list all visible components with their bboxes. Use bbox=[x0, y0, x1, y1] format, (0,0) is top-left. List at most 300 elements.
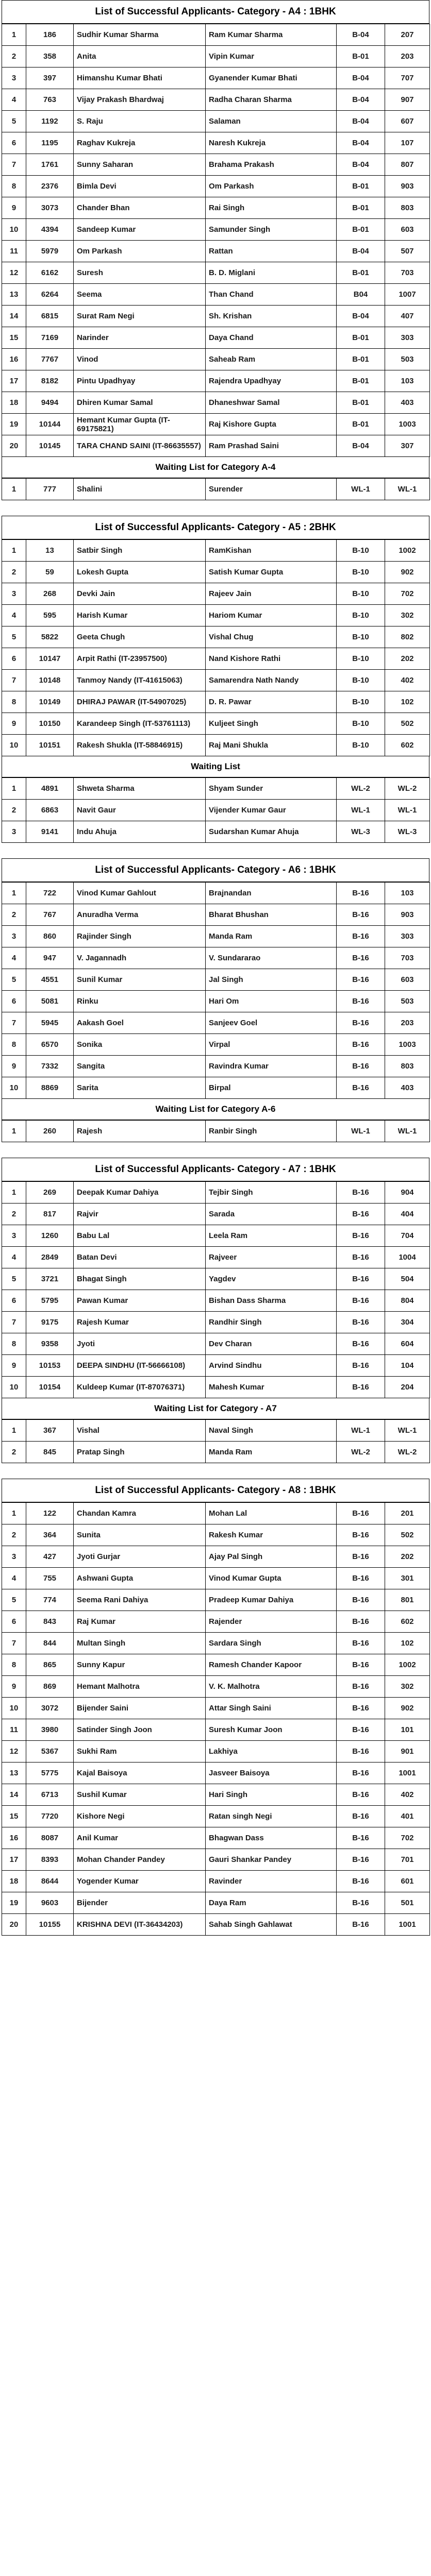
application-number: 774 bbox=[26, 1589, 74, 1611]
father-or-husband-name: Ranbir Singh bbox=[206, 1121, 337, 1142]
serial-number: 9 bbox=[2, 1056, 26, 1077]
table-row bbox=[2, 1892, 430, 1914]
application-number: 122 bbox=[26, 1503, 74, 1524]
flat-number: 703 bbox=[385, 262, 430, 284]
father-or-husband-name: Vijender Kumar Gaur bbox=[206, 800, 337, 821]
applicant-name: Rajvir bbox=[74, 1204, 206, 1225]
block-number: B-10 bbox=[337, 562, 385, 583]
block-number: B-01 bbox=[337, 349, 385, 370]
applicant-name: Pawan Kumar bbox=[74, 1290, 206, 1312]
father-or-husband-name: Dhaneshwar Samal bbox=[206, 392, 337, 414]
flat-number: 603 bbox=[385, 969, 430, 991]
father-or-husband-name: Naval Singh bbox=[206, 1420, 337, 1442]
father-or-husband-name: Sanjeev Goel bbox=[206, 1012, 337, 1034]
block-number: WL-1 bbox=[337, 479, 385, 500]
table-row bbox=[2, 1333, 430, 1355]
father-or-husband-name: V. K. Malhotra bbox=[206, 1676, 337, 1698]
block-number: WL-1 bbox=[337, 1121, 385, 1142]
block-number: B-16 bbox=[337, 1056, 385, 1077]
flat-number: WL-1 bbox=[385, 1121, 430, 1142]
application-number: 5775 bbox=[26, 1762, 74, 1784]
flat-number: 402 bbox=[385, 1784, 430, 1806]
applicant-name: Hemant Malhotra bbox=[74, 1676, 206, 1698]
application-number: 7767 bbox=[26, 349, 74, 370]
table-row bbox=[2, 241, 430, 262]
flat-number: 204 bbox=[385, 1377, 430, 1398]
father-or-husband-name: Hariom Kumar bbox=[206, 605, 337, 626]
serial-number: 9 bbox=[2, 1355, 26, 1377]
application-number: 269 bbox=[26, 1182, 74, 1204]
serial-number: 5 bbox=[2, 1589, 26, 1611]
table-row bbox=[2, 1719, 430, 1741]
applicant-name: Anita bbox=[74, 46, 206, 67]
father-or-husband-name: B. D. Miglani bbox=[206, 262, 337, 284]
block-number: B-04 bbox=[337, 24, 385, 46]
flat-number: 407 bbox=[385, 306, 430, 327]
block-number: B-01 bbox=[337, 176, 385, 197]
application-number: 5979 bbox=[26, 241, 74, 262]
block-number: B-10 bbox=[337, 670, 385, 691]
flat-number: 704 bbox=[385, 1225, 430, 1247]
flat-number: 403 bbox=[385, 392, 430, 414]
father-or-husband-name: Randhir Singh bbox=[206, 1312, 337, 1333]
table-row bbox=[2, 89, 430, 111]
application-number: 367 bbox=[26, 1420, 74, 1442]
table-row bbox=[2, 1914, 430, 1936]
table-row bbox=[2, 969, 430, 991]
block-number: B-16 bbox=[337, 1247, 385, 1268]
applicant-name: Mohan Chander Pandey bbox=[74, 1849, 206, 1871]
applicant-name: Pratap Singh bbox=[74, 1442, 206, 1463]
father-or-husband-name: Daya Ram bbox=[206, 1892, 337, 1914]
block-number: B-16 bbox=[337, 1503, 385, 1524]
applicant-name: Ashwani Gupta bbox=[74, 1568, 206, 1589]
flat-number: WL-1 bbox=[385, 800, 430, 821]
table-row bbox=[2, 284, 430, 306]
application-number: 2376 bbox=[26, 176, 74, 197]
flat-number: 503 bbox=[385, 991, 430, 1012]
serial-number: 8 bbox=[2, 1333, 26, 1355]
flat-number: 507 bbox=[385, 241, 430, 262]
applicant-name: Kishore Negi bbox=[74, 1806, 206, 1827]
application-number: 1195 bbox=[26, 132, 74, 154]
applicant-name: Devki Jain bbox=[74, 583, 206, 605]
section-spacer bbox=[2, 1142, 429, 1158]
section-spacer bbox=[2, 500, 429, 516]
serial-number: 9 bbox=[2, 1676, 26, 1698]
applicant-name: Lokesh Gupta bbox=[74, 562, 206, 583]
serial-number: 3 bbox=[2, 1546, 26, 1568]
section-title: List of Successful Applicants- Category - A5 : 2BHK bbox=[2, 516, 429, 539]
table-row bbox=[2, 1034, 430, 1056]
flat-number: 302 bbox=[385, 605, 430, 626]
application-number: 3721 bbox=[26, 1268, 74, 1290]
table-row bbox=[2, 1355, 430, 1377]
applicant-name: Bhagat Singh bbox=[74, 1268, 206, 1290]
serial-number: 9 bbox=[2, 197, 26, 219]
serial-number: 1 bbox=[2, 1182, 26, 1204]
applicant-name: V. Jagannadh bbox=[74, 947, 206, 969]
table-row bbox=[2, 1524, 430, 1546]
father-or-husband-name: Virpal bbox=[206, 1034, 337, 1056]
father-or-husband-name: Attar Singh Saini bbox=[206, 1698, 337, 1719]
serial-number: 2 bbox=[2, 904, 26, 926]
applicant-name: Babu Lal bbox=[74, 1225, 206, 1247]
block-number: B-16 bbox=[337, 969, 385, 991]
wait-row bbox=[2, 821, 430, 843]
application-number: 865 bbox=[26, 1654, 74, 1676]
applicant-name: Shweta Sharma bbox=[74, 778, 206, 800]
application-number: 9603 bbox=[26, 1892, 74, 1914]
serial-number: 19 bbox=[2, 414, 26, 435]
applicants-table bbox=[2, 539, 430, 756]
applicant-name: Rinku bbox=[74, 991, 206, 1012]
father-or-husband-name: Satish Kumar Gupta bbox=[206, 562, 337, 583]
applicant-name: Om Parkash bbox=[74, 241, 206, 262]
flat-number: 701 bbox=[385, 1849, 430, 1871]
applicant-name: Kajal Baisoya bbox=[74, 1762, 206, 1784]
flat-number: 303 bbox=[385, 926, 430, 947]
block-number: B-16 bbox=[337, 1268, 385, 1290]
applicant-name: KRISHNA DEVI (IT-36434203) bbox=[74, 1914, 206, 1936]
table-row bbox=[2, 1633, 430, 1654]
flat-number: 107 bbox=[385, 132, 430, 154]
serial-number: 5 bbox=[2, 1268, 26, 1290]
block-number: B-10 bbox=[337, 735, 385, 756]
flat-number: 604 bbox=[385, 1333, 430, 1355]
father-or-husband-name: Ramesh Chander Kapoor bbox=[206, 1654, 337, 1676]
application-number: 364 bbox=[26, 1524, 74, 1546]
flat-number: 602 bbox=[385, 1611, 430, 1633]
table-row bbox=[2, 1676, 430, 1698]
serial-number: 15 bbox=[2, 327, 26, 349]
application-number: 817 bbox=[26, 1204, 74, 1225]
father-or-husband-name: Bishan Dass Sharma bbox=[206, 1290, 337, 1312]
block-number: B-16 bbox=[337, 1546, 385, 1568]
flat-number: 501 bbox=[385, 1892, 430, 1914]
application-number: 843 bbox=[26, 1611, 74, 1633]
applicant-name: Chandan Kamra bbox=[74, 1503, 206, 1524]
father-or-husband-name: Ram Prashad Saini bbox=[206, 435, 337, 457]
applicant-name: Rakesh Shukla (IT-58846915) bbox=[74, 735, 206, 756]
flat-number: 203 bbox=[385, 1012, 430, 1034]
waiting-list-table bbox=[2, 478, 430, 500]
application-number: 358 bbox=[26, 46, 74, 67]
serial-number: 1 bbox=[2, 540, 26, 562]
block-number: B-04 bbox=[337, 111, 385, 132]
father-or-husband-name: D. R. Pawar bbox=[206, 691, 337, 713]
serial-number: 10 bbox=[2, 735, 26, 756]
flat-number: 303 bbox=[385, 327, 430, 349]
father-or-husband-name: Lakhiya bbox=[206, 1741, 337, 1762]
table-row bbox=[2, 1312, 430, 1333]
application-number: 5795 bbox=[26, 1290, 74, 1312]
application-number: 260 bbox=[26, 1121, 74, 1142]
applicant-name: Arpit Rathi (IT-23957500) bbox=[74, 648, 206, 670]
serial-number: 8 bbox=[2, 1654, 26, 1676]
flat-number: 202 bbox=[385, 648, 430, 670]
father-or-husband-name: Ratan singh Negi bbox=[206, 1806, 337, 1827]
serial-number: 13 bbox=[2, 1762, 26, 1784]
block-number: B-16 bbox=[337, 1034, 385, 1056]
application-number: 595 bbox=[26, 605, 74, 626]
block-number: B-16 bbox=[337, 1784, 385, 1806]
flat-number: 803 bbox=[385, 197, 430, 219]
flat-number: 302 bbox=[385, 1676, 430, 1698]
applicant-name: Sunil Kumar bbox=[74, 969, 206, 991]
applicant-name: DEEPA SINDHU (IT-56666108) bbox=[74, 1355, 206, 1377]
block-number: B-10 bbox=[337, 583, 385, 605]
father-or-husband-name: Sahab Singh Gahlawat bbox=[206, 1914, 337, 1936]
serial-number: 1 bbox=[2, 479, 26, 500]
father-or-husband-name: Gyanender Kumar Bhati bbox=[206, 67, 337, 89]
flat-number: 307 bbox=[385, 435, 430, 457]
applicant-name: Shalini bbox=[74, 479, 206, 500]
applicant-name: Multan Singh bbox=[74, 1633, 206, 1654]
flat-number: 1003 bbox=[385, 414, 430, 435]
section-title: List of Successful Applicants- Category - A6 : 1BHK bbox=[2, 858, 429, 882]
table-row bbox=[2, 1827, 430, 1849]
section-title: List of Successful Applicants- Category - A8 : 1BHK bbox=[2, 1479, 429, 1502]
applicant-name: Sonika bbox=[74, 1034, 206, 1056]
serial-number: 3 bbox=[2, 67, 26, 89]
table-row bbox=[2, 197, 430, 219]
application-number: 1192 bbox=[26, 111, 74, 132]
block-number: B-16 bbox=[337, 947, 385, 969]
applicant-name: Deepak Kumar Dahiya bbox=[74, 1182, 206, 1204]
application-number: 10149 bbox=[26, 691, 74, 713]
serial-number: 3 bbox=[2, 1225, 26, 1247]
flat-number: 1003 bbox=[385, 1034, 430, 1056]
applicant-name: Tanmoy Nandy (IT-41615063) bbox=[74, 670, 206, 691]
table-row bbox=[2, 691, 430, 713]
father-or-husband-name: Hari Om bbox=[206, 991, 337, 1012]
applicant-name: Yogender Kumar bbox=[74, 1871, 206, 1892]
applicant-name: Seema bbox=[74, 284, 206, 306]
flat-number: 301 bbox=[385, 1568, 430, 1589]
flat-number: 504 bbox=[385, 1268, 430, 1290]
serial-number: 7 bbox=[2, 1312, 26, 1333]
application-number: 845 bbox=[26, 1442, 74, 1463]
flat-number: 1007 bbox=[385, 284, 430, 306]
table-row bbox=[2, 111, 430, 132]
flat-number: 403 bbox=[385, 1077, 430, 1099]
flat-number: 803 bbox=[385, 1056, 430, 1077]
block-number: B-04 bbox=[337, 67, 385, 89]
father-or-husband-name: V. Sundararao bbox=[206, 947, 337, 969]
block-number: B-01 bbox=[337, 219, 385, 241]
table-row bbox=[2, 392, 430, 414]
applicant-name: Seema Rani Dahiya bbox=[74, 1589, 206, 1611]
flat-number: 603 bbox=[385, 219, 430, 241]
table-row bbox=[2, 370, 430, 392]
flat-number: 102 bbox=[385, 1633, 430, 1654]
block-number: B-04 bbox=[337, 154, 385, 176]
serial-number: 8 bbox=[2, 691, 26, 713]
applicant-name: Sandeep Kumar bbox=[74, 219, 206, 241]
flat-number: 304 bbox=[385, 1312, 430, 1333]
application-number: 722 bbox=[26, 883, 74, 904]
flat-number: 104 bbox=[385, 1355, 430, 1377]
serial-number: 2 bbox=[2, 1524, 26, 1546]
table-row bbox=[2, 1377, 430, 1398]
serial-number: 19 bbox=[2, 1892, 26, 1914]
serial-number: 1 bbox=[2, 24, 26, 46]
flat-number: 702 bbox=[385, 583, 430, 605]
applicant-name: Suresh bbox=[74, 262, 206, 284]
application-number: 10153 bbox=[26, 1355, 74, 1377]
table-row bbox=[2, 1568, 430, 1589]
application-number: 860 bbox=[26, 926, 74, 947]
father-or-husband-name: Brajnandan bbox=[206, 883, 337, 904]
flat-number: 602 bbox=[385, 735, 430, 756]
father-or-husband-name: Hari Singh bbox=[206, 1784, 337, 1806]
block-number: B-16 bbox=[337, 1762, 385, 1784]
serial-number: 18 bbox=[2, 1871, 26, 1892]
application-number: 9141 bbox=[26, 821, 74, 843]
flat-number: 902 bbox=[385, 1698, 430, 1719]
father-or-husband-name: Dev Charan bbox=[206, 1333, 337, 1355]
serial-number: 5 bbox=[2, 626, 26, 648]
application-number: 6863 bbox=[26, 800, 74, 821]
table-row bbox=[2, 1503, 430, 1524]
application-number: 6815 bbox=[26, 306, 74, 327]
block-number: WL-1 bbox=[337, 800, 385, 821]
father-or-husband-name: Raj Mani Shukla bbox=[206, 735, 337, 756]
application-number: 5945 bbox=[26, 1012, 74, 1034]
applicant-name: Satinder Singh Joon bbox=[74, 1719, 206, 1741]
applicant-name: Dhiren Kumar Samal bbox=[74, 392, 206, 414]
applicant-name: Satbir Singh bbox=[74, 540, 206, 562]
applicant-name: Bijender bbox=[74, 1892, 206, 1914]
table-row bbox=[2, 1290, 430, 1312]
application-number: 1260 bbox=[26, 1225, 74, 1247]
application-number: 767 bbox=[26, 904, 74, 926]
serial-number: 2 bbox=[2, 800, 26, 821]
table-row bbox=[2, 262, 430, 284]
father-or-husband-name: Kuljeet Singh bbox=[206, 713, 337, 735]
flat-number: 601 bbox=[385, 1871, 430, 1892]
table-row bbox=[2, 713, 430, 735]
wait-row bbox=[2, 800, 430, 821]
applicant-name: Bimla Devi bbox=[74, 176, 206, 197]
block-number: B-16 bbox=[337, 1806, 385, 1827]
applicant-name: Chander Bhan bbox=[74, 197, 206, 219]
application-number: 8087 bbox=[26, 1827, 74, 1849]
father-or-husband-name: Suresh Kumar Joon bbox=[206, 1719, 337, 1741]
serial-number: 10 bbox=[2, 1377, 26, 1398]
block-number: B-04 bbox=[337, 435, 385, 457]
serial-number: 5 bbox=[2, 969, 26, 991]
flat-number: 202 bbox=[385, 1546, 430, 1568]
table-row bbox=[2, 670, 430, 691]
flat-number: 503 bbox=[385, 349, 430, 370]
application-number: 6570 bbox=[26, 1034, 74, 1056]
table-row bbox=[2, 1784, 430, 1806]
applicants-table bbox=[2, 24, 430, 457]
serial-number: 7 bbox=[2, 1633, 26, 1654]
serial-number: 4 bbox=[2, 89, 26, 111]
block-number: B-10 bbox=[337, 540, 385, 562]
application-number: 10148 bbox=[26, 670, 74, 691]
serial-number: 9 bbox=[2, 713, 26, 735]
application-number: 397 bbox=[26, 67, 74, 89]
block-number: B-16 bbox=[337, 1892, 385, 1914]
applicant-name: S. Raju bbox=[74, 111, 206, 132]
applicant-name: Sunny Saharan bbox=[74, 154, 206, 176]
applicant-name: Sunita bbox=[74, 1524, 206, 1546]
application-number: 7169 bbox=[26, 327, 74, 349]
application-number: 10155 bbox=[26, 1914, 74, 1936]
father-or-husband-name: Salaman bbox=[206, 111, 337, 132]
flat-number: 101 bbox=[385, 1719, 430, 1741]
block-number: WL-2 bbox=[337, 1442, 385, 1463]
applicant-name: Sarita bbox=[74, 1077, 206, 1099]
application-number: 947 bbox=[26, 947, 74, 969]
flat-number: 102 bbox=[385, 691, 430, 713]
block-number: B-04 bbox=[337, 89, 385, 111]
table-row bbox=[2, 46, 430, 67]
block-number: B-16 bbox=[337, 1676, 385, 1698]
flat-number: 401 bbox=[385, 1806, 430, 1827]
serial-number: 7 bbox=[2, 154, 26, 176]
father-or-husband-name: Ravinder bbox=[206, 1871, 337, 1892]
table-row bbox=[2, 1654, 430, 1676]
application-number: 4394 bbox=[26, 219, 74, 241]
serial-number: 10 bbox=[2, 219, 26, 241]
application-number: 3073 bbox=[26, 197, 74, 219]
applicants-table bbox=[2, 1181, 430, 1398]
flat-number: WL-2 bbox=[385, 1442, 430, 1463]
flat-number: 903 bbox=[385, 176, 430, 197]
applicant-name: Sangita bbox=[74, 1056, 206, 1077]
serial-number: 8 bbox=[2, 1034, 26, 1056]
block-number: B-16 bbox=[337, 1633, 385, 1654]
serial-number: 3 bbox=[2, 926, 26, 947]
block-number: B-16 bbox=[337, 1204, 385, 1225]
applicant-name: Rajesh Kumar bbox=[74, 1312, 206, 1333]
father-or-husband-name: Arvind Sindhu bbox=[206, 1355, 337, 1377]
application-number: 4551 bbox=[26, 969, 74, 991]
waiting-list-table bbox=[2, 777, 430, 843]
flat-number: 607 bbox=[385, 111, 430, 132]
father-or-husband-name: RamKishan bbox=[206, 540, 337, 562]
table-row bbox=[2, 24, 430, 46]
table-row bbox=[2, 1698, 430, 1719]
serial-number: 4 bbox=[2, 947, 26, 969]
father-or-husband-name: Jal Singh bbox=[206, 969, 337, 991]
flat-number: 801 bbox=[385, 1589, 430, 1611]
block-number: B-01 bbox=[337, 370, 385, 392]
serial-number: 3 bbox=[2, 821, 26, 843]
applicant-name: Sushil Kumar bbox=[74, 1784, 206, 1806]
flat-number: 402 bbox=[385, 670, 430, 691]
father-or-husband-name: Nand Kishore Rathi bbox=[206, 648, 337, 670]
flat-number: 904 bbox=[385, 1182, 430, 1204]
flat-number: 103 bbox=[385, 883, 430, 904]
applicant-name: Navit Gaur bbox=[74, 800, 206, 821]
section-title: List of Successful Applicants- Category - A4 : 1BHK bbox=[2, 0, 429, 24]
serial-number: 14 bbox=[2, 1784, 26, 1806]
applicant-name: Vishal bbox=[74, 1420, 206, 1442]
table-row bbox=[2, 176, 430, 197]
table-row bbox=[2, 904, 430, 926]
father-or-husband-name: Rajveer bbox=[206, 1247, 337, 1268]
applicant-name: TARA CHAND SAINI (IT-86635557) bbox=[74, 435, 206, 457]
father-or-husband-name: Gauri Shankar Pandey bbox=[206, 1849, 337, 1871]
waiting-list-title: Waiting List for Category A-4 bbox=[2, 457, 429, 478]
serial-number: 6 bbox=[2, 648, 26, 670]
